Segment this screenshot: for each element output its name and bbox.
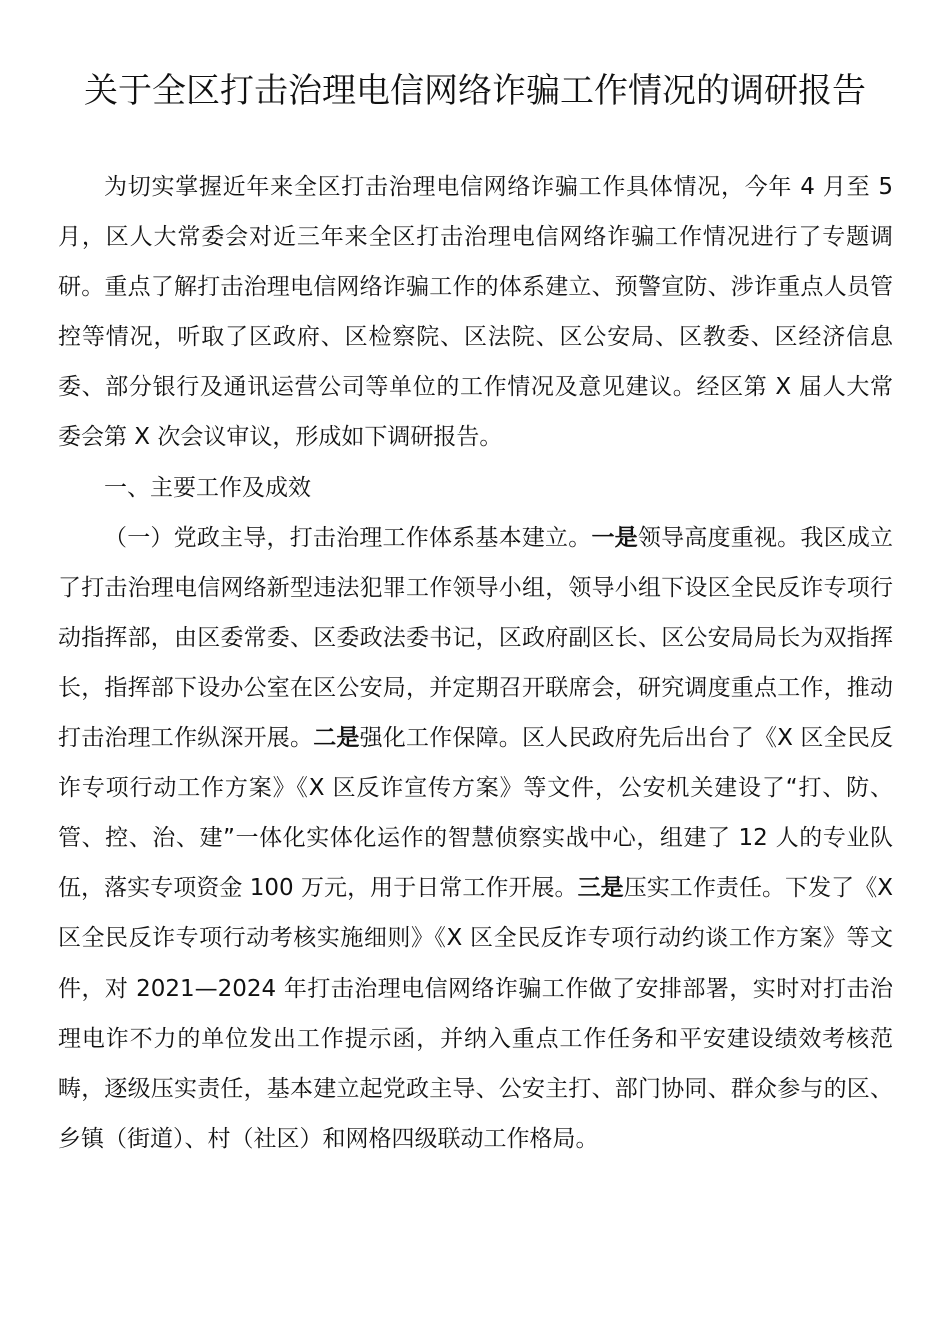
point-text-2: 强化工作保障。区人民政府先后出台了《X 区全民反诈专项行动工作方案》《X 区反诈宣传方案》等文件，公安机关建设了“打、防、管、控、治、建”一体化实体化运作的智慧侦察实战中心，组建了 12 人的专业队伍，落实专项资金 100 万元，用于日常工作开展。 (58, 725, 894, 902)
subsection-paragraph (58, 513, 893, 1164)
document-body (58, 162, 893, 1164)
point-label-3: 三是 (577, 875, 624, 902)
section-heading: 一、主要工作及成效 (104, 474, 311, 501)
point-label-1: 一是 (591, 524, 638, 551)
point-text-3: 压实工作责任。下发了《X 区全民反诈专项行动考核实施细则》《X 区全民反诈专项行动约谈工作方案》等文件，对 2021—2024 年打击治理电信网络诈骗工作做了安排部署，实时对打击治理电诈不力的单位发出工作提示函，并纳入重点工作任务和平安建设绩效考核范畴，逐级压实责任，基本建立起党政主导、公安主打、部门协同、群众参与的区、乡镇（街道）、村（社区）和网格四级联动工作格局。 (58, 875, 893, 1152)
subsection-lead: （一）党政主导，打击治理工作体系基本建立。 (104, 524, 592, 551)
point-text-1: 领导高度重视。我区成立了打击治理电信网络新型违法犯罪工作领导小组，领导小组下设区全民反诈专项行动指挥部，由区委常委、区委政法委书记，区政府副区长、区公安局局长为双指挥长，指挥部下设办公室在区公安局，并定期召开联席会，研究调度重点工作，推动打击治理工作纵深开展。 (58, 524, 894, 752)
document-title: 关于全区打击治理电信网络诈骗工作情况的调研报告 (84, 71, 866, 111)
intro-paragraph: 为切实掌握近年来全区打击治理电信网络诈骗工作具体情况，今年 4 月至 5 月，区人大常委会对近三年来全区打击治理电信网络诈骗工作情况进行了专题调研。重点了解打击治理电信网络诈骗工作的体系建立、预警宣防、涉诈重点人员管控等情况，听取了区政府、区检察院、区法院、区公安局、区教委、区经济信息委、部分银行及通讯运营公司等单位的工作情况及意见建议。经区第 X 届人大常委会第 X 次会议审议，形成如下调研报告。 (58, 174, 893, 451)
point-label-2: 二是 (313, 725, 360, 752)
